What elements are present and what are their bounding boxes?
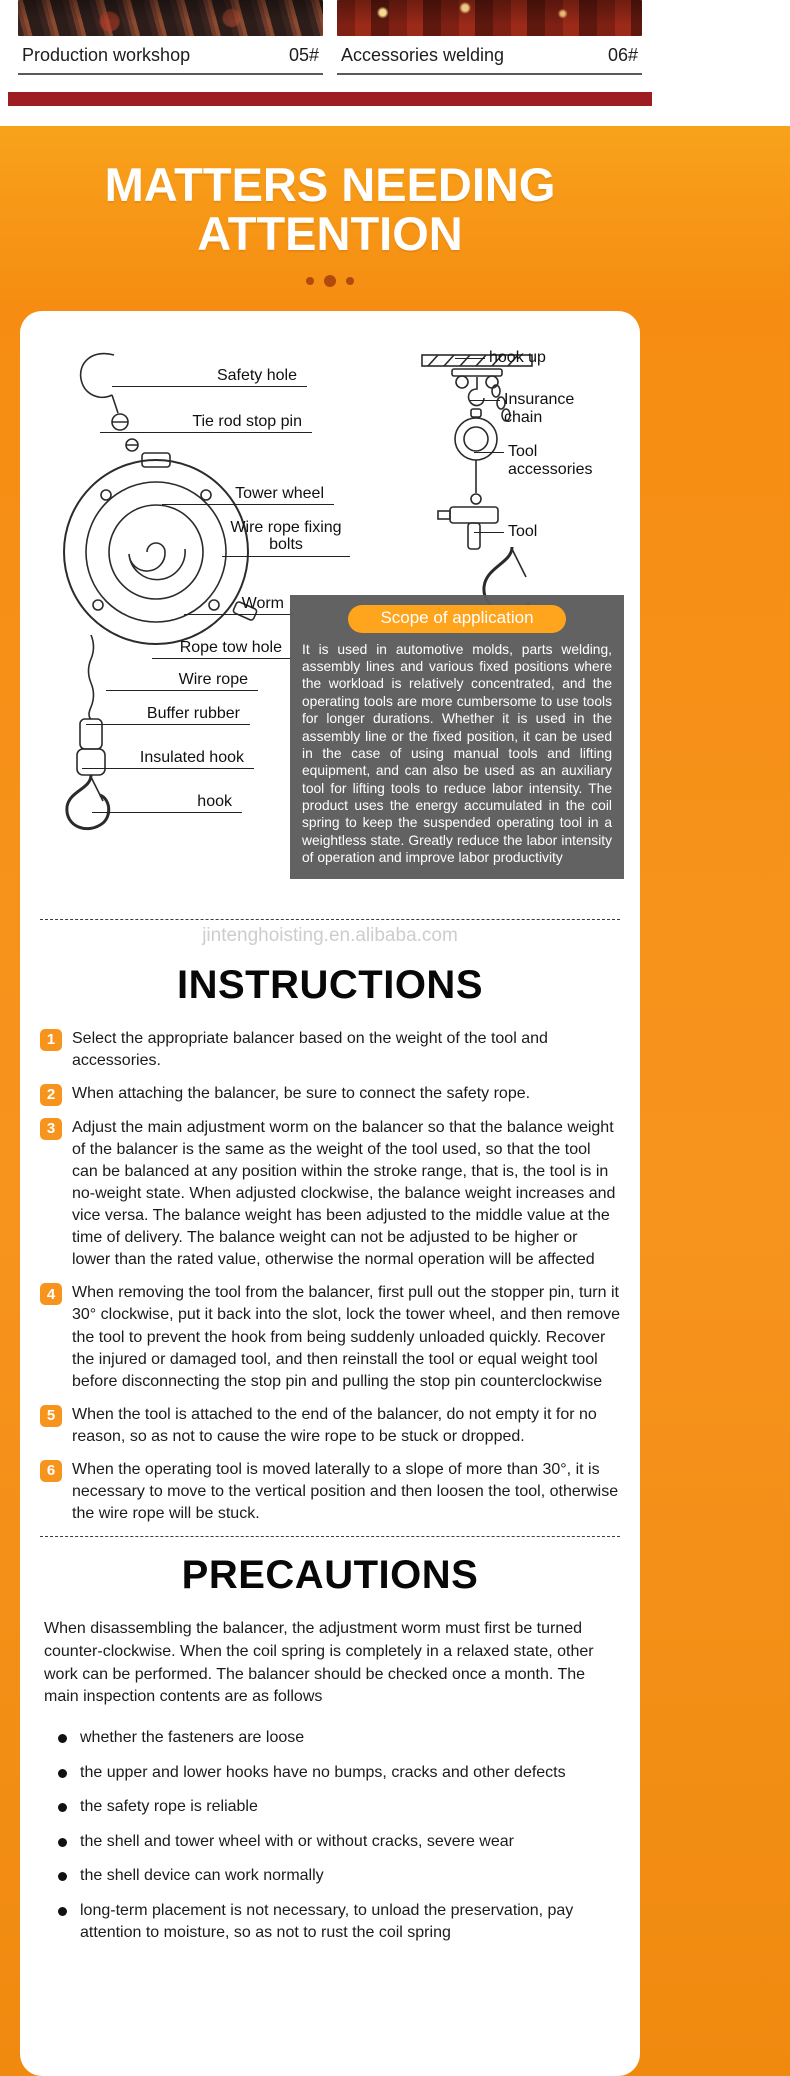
instruction-text: Select the appropriate balancer based on the weight of the tool and accessories. <box>72 1029 548 1069</box>
instruction-number-badge: 4 <box>40 1283 62 1305</box>
instruction-number-badge: 2 <box>40 1084 62 1106</box>
photo-block-accessories-welding <box>337 0 642 75</box>
precautions-list <box>34 1727 626 1943</box>
instruction-number-badge: 3 <box>40 1118 62 1140</box>
label-tool-accessories: Tool accessories <box>508 443 610 480</box>
scope-of-application-box <box>290 595 624 879</box>
bullet-icon <box>58 1872 67 1881</box>
label-wire-rope: Wire rope <box>106 671 258 692</box>
label-buffer-rubber: Buffer rubber <box>86 705 250 726</box>
accessories-welding-photo <box>337 0 642 36</box>
instruction-text: When the operating tool is moved laterally to a slope of more than 30°, it is necessary to move to the vertical position and then loosen the tool, otherwise the wire rope will be stuck. <box>72 1460 619 1523</box>
section-title: MATTERS NEEDING ATTENTION <box>104 158 556 261</box>
label-worm: Worm <box>184 595 294 616</box>
label-safety-hole: Safety hole <box>112 367 307 388</box>
scope-title-pill: Scope of application <box>348 605 566 633</box>
label-tower-wheel: Tower wheel <box>162 485 334 506</box>
label-rope-tow-hole: Rope tow hole <box>152 639 292 660</box>
instruction-item <box>40 1117 620 1272</box>
instruction-number-badge: 6 <box>40 1460 62 1482</box>
photo-caption: Production workshop <box>22 45 191 65</box>
content-card <box>20 311 640 2076</box>
watermark-text: jintenghoisting.en.alibaba.com <box>202 924 458 946</box>
diagram-area <box>34 327 626 909</box>
precaution-text: the shell and tower wheel with or without cracks, severe wear <box>80 1832 514 1850</box>
dots-ornament <box>0 273 660 287</box>
precautions-intro: When disassembling the balancer, the adjustment worm must first be turned counter-clockwise. When the coil spring is completely in a relaxed state, other work can be performed. The balancer should be checked once a month. The main inspection contents are as follows <box>44 1620 594 1706</box>
label-hook: hook <box>92 793 242 814</box>
instruction-item <box>40 1282 620 1392</box>
photo-block-production-workshop <box>18 0 323 75</box>
photo-caption-row <box>18 36 323 75</box>
instruction-item <box>40 1404 620 1448</box>
photo-number: 05# <box>288 45 319 65</box>
dot-icon <box>306 277 314 285</box>
scope-body-text: It is used in automotive molds, parts welding, assembly lines and various fixed positions where the workload is relatively concentrated, and the operating tools are more cumbersome to use tools for longer durations. Whether it is used in the assembly line or the fixed position, it can be used in the case of using manual tools and lifting equipment, and can also be used as an auxiliary tool for lifting tools to reduce labor intensity. The product uses the energy accumulated in the coil spring to keep the suspended operating tool in a weightless state. Greatly reduce the labor intensity of operation and improve labor productivity <box>302 641 612 866</box>
instruction-text: Adjust the main adjustment worm on the balancer so that the balance weight of the balancer is the same as the weight of the tool used, so that the tool can be balanced at any position within the stroke range, that is, the tool is in no-weight state. When adjusted clockwise, the balance weight increases and vice versa. The balance weight has been adjusted to the middle value at the time of delivery. The balance weight can not be adjusted to be higher or lower than the rated value, otherwise the normal operation will be affected <box>72 1118 616 1269</box>
bullet-icon <box>58 1803 67 1812</box>
instructions-heading: INSTRUCTIONS <box>177 962 483 1007</box>
bullet-icon <box>58 1769 67 1778</box>
instruction-number-badge: 5 <box>40 1405 62 1427</box>
precaution-item <box>58 1900 616 1943</box>
precaution-item <box>58 1831 616 1853</box>
instruction-text: When the tool is attached to the end of the balancer, do not empty it for no reason, so as not to cause the wire rope to be stuck or dropped. <box>72 1405 597 1445</box>
photo-caption-row <box>337 36 642 75</box>
instruction-number-badge: 1 <box>40 1029 62 1051</box>
dashed-divider <box>40 1536 620 1537</box>
photo-number: 06# <box>607 45 638 65</box>
precautions-heading: PRECAUTIONS <box>181 1553 479 1598</box>
photo-caption: Accessories welding <box>341 45 505 65</box>
label-tool: Tool <box>508 523 578 541</box>
bullet-icon <box>58 1838 67 1847</box>
precaution-text: the safety rope is reliable <box>80 1798 258 1816</box>
dot-icon <box>346 277 354 285</box>
precaution-text: the shell device can work normally <box>80 1867 324 1885</box>
precaution-text: long-term placement is not necessary, to unload the preservation, pay attention to moisture, so as not to rust the coil spring <box>80 1902 574 1941</box>
dashed-divider <box>40 919 620 920</box>
instruction-text: When attaching the balancer, be sure to connect the safety rope. <box>72 1084 531 1102</box>
precaution-text: whether the fasteners are loose <box>80 1729 305 1747</box>
instruction-item <box>40 1459 620 1525</box>
label-insurance-chain: Insurance chain <box>504 391 600 428</box>
instruction-item <box>40 1028 620 1072</box>
instruction-item <box>40 1083 620 1106</box>
bullet-icon <box>58 1734 67 1743</box>
bullet-icon <box>58 1907 67 1916</box>
label-wire-rope-fixing-bolts: Wire rope fixing bolts <box>222 519 350 557</box>
label-tie-rod-stop-pin: Tie rod stop pin <box>100 413 312 434</box>
instructions-list <box>34 1028 626 1525</box>
precaution-item <box>58 1727 616 1749</box>
gallery-section <box>0 0 790 126</box>
dot-icon <box>324 275 336 287</box>
photos-row <box>0 0 660 75</box>
instruction-text: When removing the tool from the balancer, first pull out the stopper pin, turn it 30° clockwise, put it back into the slot, lock the tower wheel, and then remove the tool to prevent the hook from being suddenly unloaded quickly. Recover the injured or damaged tool, and then reinstall the tool or equal weight tool before disconnecting the stop pin and pulling the stop pin counterclockwise <box>72 1284 621 1390</box>
production-workshop-photo <box>18 0 323 36</box>
precaution-item <box>58 1865 616 1887</box>
label-insulated-hook: Insulated hook <box>82 749 254 770</box>
precaution-text: the upper and lower hooks have no bumps, cracks and other defects <box>80 1763 566 1781</box>
label-hook-up: hook up <box>489 349 589 367</box>
precaution-item <box>58 1796 616 1818</box>
attention-section <box>0 126 790 2076</box>
red-divider-bar <box>8 92 652 106</box>
precaution-item <box>58 1762 616 1784</box>
